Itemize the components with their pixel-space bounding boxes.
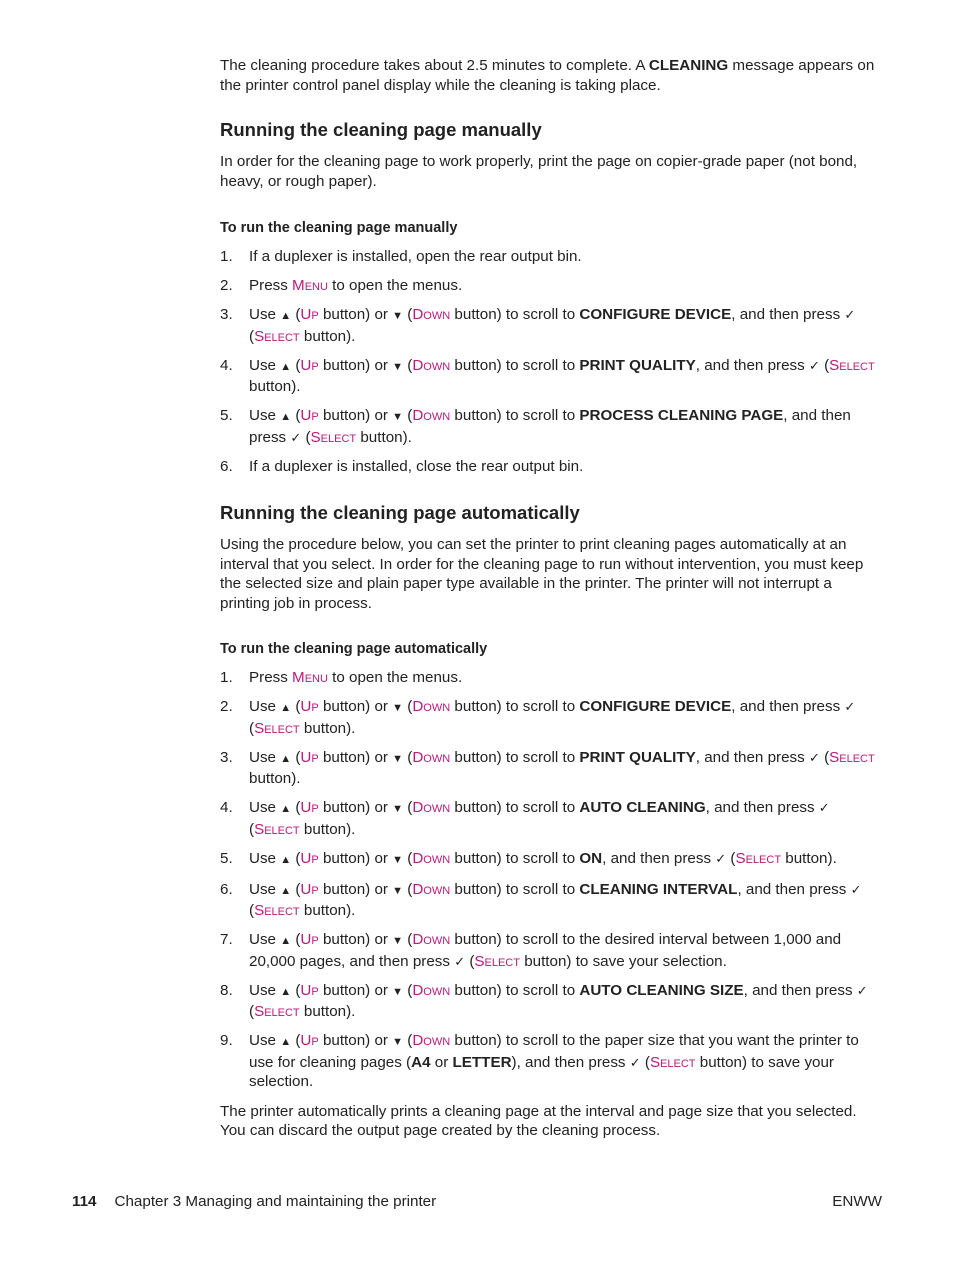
checkmark-icon: ✓ xyxy=(808,357,820,373)
manual-paragraph: In order for the cleaning page to work properly, print the page on copier-grade paper (not bond, heavy, or rough paper). xyxy=(220,153,858,190)
list-item: 5. Use ▲ (Up button) or ▼ (Down button) to scroll to PROCESS CLEANING PAGE, and then press ✓ (Select button). xyxy=(220,407,851,446)
list-item: 2. Press Menu to open the menus. xyxy=(220,277,463,294)
auto-paragraph: Using the procedure below, you can set the printer to print cleaning pages automatically at an interval that you select. In order for the cleaning page to run without intervention, you must keep the selected size and plain paper type available in the printer. The printer will not interrupt a printing job in process. xyxy=(220,536,864,612)
auto-heading: Running the cleaning page automatically xyxy=(220,502,580,523)
up-arrow-icon: ▲ xyxy=(280,411,292,423)
down-arrow-icon: ▼ xyxy=(392,360,404,373)
checkmark-icon: ✓ xyxy=(290,429,302,445)
down-arrow-icon: ▼ xyxy=(392,985,404,998)
list-item: 8. Use ▲ (Up button) or ▼ (Down button) to scroll to AUTO CLEANING SIZE, and then press ✓ (Select button). xyxy=(220,981,868,1020)
checkmark-icon: ✓ xyxy=(454,953,466,969)
down-arrow-icon: ▼ xyxy=(392,935,404,947)
down-arrow-icon: ▼ xyxy=(392,853,404,866)
list-item: 6. Use ▲ (Up button) or ▼ (Down button) to scroll to CLEANING INTERVAL, and then press ✓ (Select button). xyxy=(220,880,862,919)
down-arrow-icon: ▼ xyxy=(392,411,404,423)
manual-steps xyxy=(220,247,882,476)
up-arrow-icon: ▲ xyxy=(280,935,292,947)
checkmark-icon: ✓ xyxy=(844,307,856,322)
up-arrow-icon: ▲ xyxy=(280,985,292,998)
checkmark-icon: ✓ xyxy=(850,881,862,897)
page-number: 114 xyxy=(72,1193,97,1210)
down-arrow-icon: ▼ xyxy=(392,1036,404,1048)
up-arrow-icon: ▲ xyxy=(280,853,292,866)
auto-procedure-heading: To run the cleaning page automatically xyxy=(220,641,488,657)
list-item: 1. Press Menu to open the menus. xyxy=(220,669,463,686)
down-arrow-icon: ▼ xyxy=(392,884,404,897)
manual-procedure-heading: To run the cleaning page manually xyxy=(220,220,458,236)
list-item: 1. If a duplexer is installed, open the rear output bin. xyxy=(220,248,582,265)
page-content xyxy=(220,56,882,1141)
list-item: 2. Use ▲ (Up button) or ▼ (Down button) to scroll to CONFIGURE DEVICE, and then press ✓ (Select button). xyxy=(220,698,856,737)
list-item: 4. Use ▲ (Up button) or ▼ (Down button) to scroll to PRINT QUALITY, and then press ✓ (Select button). xyxy=(220,356,875,395)
manual-heading: Running the cleaning page manually xyxy=(220,119,542,140)
list-item: 3. Use ▲ (Up button) or ▼ (Down button) to scroll to PRINT QUALITY, and then press ✓ (Select button). xyxy=(220,748,875,787)
checkmark-icon: ✓ xyxy=(818,800,830,815)
up-arrow-icon: ▲ xyxy=(280,803,292,815)
up-arrow-icon: ▲ xyxy=(280,360,292,373)
list-item: 9. Use ▲ (Up button) or ▼ (Down button) to scroll to the paper size that you want the printer to use for cleaning pages (A4 or LETTER), and then press ✓ (Select button) to save your selection. xyxy=(220,1032,859,1090)
page-footer xyxy=(72,1192,882,1211)
checkmark-icon: ✓ xyxy=(629,1054,641,1070)
checkmark-icon: ✓ xyxy=(844,699,856,714)
up-arrow-icon: ▲ xyxy=(280,310,292,322)
up-arrow-icon: ▲ xyxy=(280,1036,292,1048)
auto-steps xyxy=(220,668,882,1092)
checkmark-icon: ✓ xyxy=(808,749,820,765)
intro-paragraph: The cleaning procedure takes about 2.5 minutes to complete. A CLEANING message appears on the printer control panel display while the cleaning is taking place. xyxy=(220,57,875,94)
closing-paragraph: The printer automatically prints a cleaning page at the interval and page size that you selected. You can discard the output page created by the cleaning process. xyxy=(220,1102,857,1139)
down-arrow-icon: ▼ xyxy=(392,310,404,322)
down-arrow-icon: ▼ xyxy=(392,752,404,765)
checkmark-icon: ✓ xyxy=(715,850,727,866)
up-arrow-icon: ▲ xyxy=(280,702,292,714)
down-arrow-icon: ▼ xyxy=(392,803,404,815)
footer-right-label: ENWW xyxy=(832,1193,882,1210)
list-item: 7. Use ▲ (Up button) or ▼ (Down button) to scroll to the desired interval between 1,000 and 20,000 pages, and then press ✓ (Select button) to save your selection. xyxy=(220,931,842,970)
list-item: 6. If a duplexer is installed, close the rear output bin. xyxy=(220,457,584,475)
up-arrow-icon: ▲ xyxy=(280,884,292,897)
checkmark-icon: ✓ xyxy=(856,982,868,998)
list-item: 3. Use ▲ (Up button) or ▼ (Down button) to scroll to CONFIGURE DEVICE, and then press ✓ (Select button). xyxy=(220,306,856,345)
up-arrow-icon: ▲ xyxy=(280,752,292,765)
down-arrow-icon: ▼ xyxy=(392,702,404,714)
chapter-title: Chapter 3 Managing and maintaining the printer xyxy=(114,1193,437,1210)
list-item: 4. Use ▲ (Up button) or ▼ (Down button) to scroll to AUTO CLEANING, and then press ✓ (Select button). xyxy=(220,799,830,838)
list-item: 5. Use ▲ (Up button) or ▼ (Down button) to scroll to ON, and then press ✓ (Select button). xyxy=(220,849,837,867)
